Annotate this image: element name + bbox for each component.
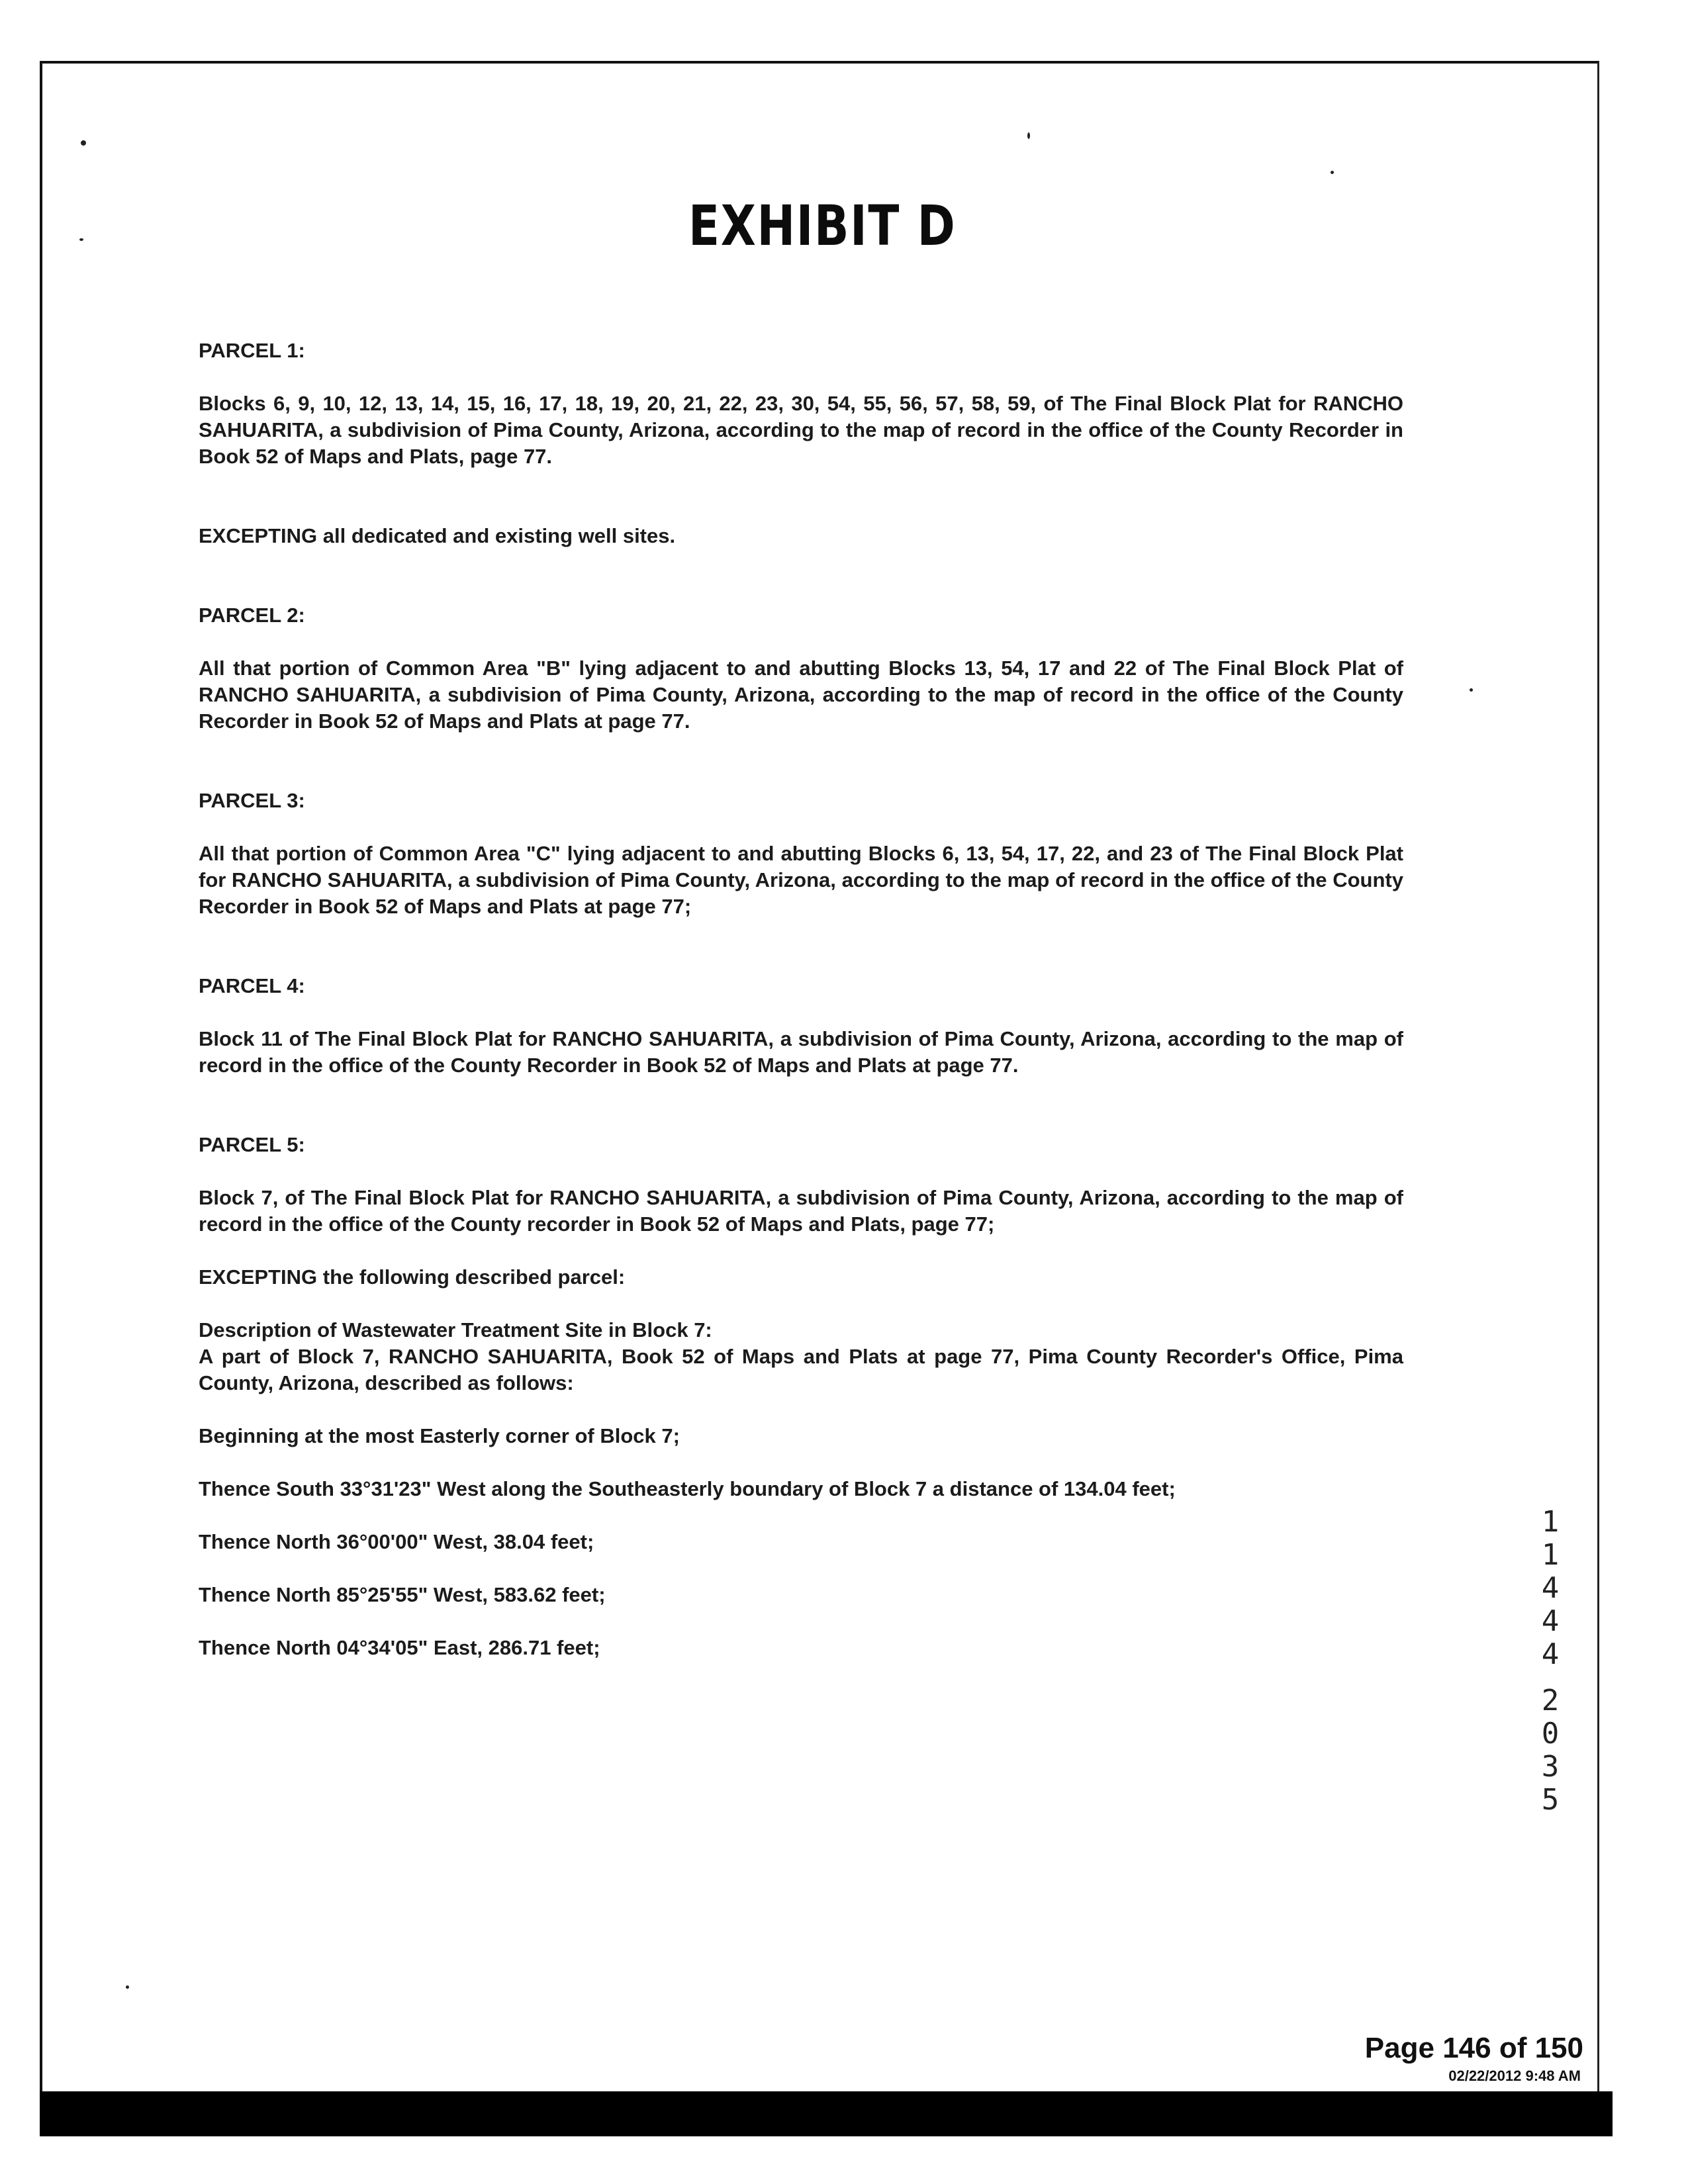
parcel-1-exception: EXCEPTING all dedicated and existing well sites. [199, 524, 676, 547]
scan-speck [126, 1985, 129, 1989]
recording-digit: 4 [1541, 1571, 1560, 1605]
parcel-5-heading: PARCEL 5: [199, 1133, 305, 1156]
parcel-2-heading: PARCEL 2: [199, 604, 305, 627]
parcel-3-description: All that portion of Common Area "C" lying adjacent to and abutting Blocks 6, 13, 54, 17, 22, and 23 of The Final Block Plat for RANCHO SAHUARITA, a subdivision of Pima County, Arizona, according to the map of record in the office of the County Recorder in Book 52 of Maps and Plats at page 77; [199, 842, 1403, 918]
bearing-course: Thence South 33°31'23" West along the Southeasterly boundary of Block 7 a distance of 134.04 feet; [199, 1477, 1176, 1500]
bearing-course: Thence North 36°00'00" West, 38.04 feet; [199, 1530, 594, 1553]
recording-digit: 4 [1541, 1604, 1560, 1638]
wastewater-site-title: Description of Wastewater Treatment Site in Block 7: [199, 1318, 712, 1342]
exhibit-title: EXHIBIT D [688, 193, 957, 258]
bottom-bar [40, 2091, 1613, 2136]
scan-speck [1027, 132, 1030, 139]
wastewater-site-description: A part of Block 7, RANCHO SAHUARITA, Book 52 of Maps and Plats at page 77, Pima County Recorder's Office, Pima County, Arizona, described as follows: [199, 1345, 1403, 1394]
scan-speck [79, 238, 83, 241]
recording-number [1537, 1506, 1564, 1817]
recording-digit: 4 [1541, 1637, 1560, 1671]
beginning-point: Beginning at the most Easterly corner of Block 7; [199, 1424, 680, 1447]
parcel-1-heading: PARCEL 1: [199, 339, 305, 362]
parcel-3-heading: PARCEL 3: [199, 789, 305, 812]
bearing-course: Thence North 04°34'05" East, 286.71 feet; [199, 1636, 600, 1659]
page-number: Page 146 of 150 [1364, 2032, 1583, 2064]
page-timestamp: 02/22/2012 9:48 AM [1448, 2068, 1581, 2084]
recording-digit: 5 [1541, 1783, 1560, 1817]
recording-digit: 1 [1541, 1538, 1560, 1572]
scan-speck [1470, 688, 1473, 692]
parcel-5-exception: EXCEPTING the following described parcel: [199, 1265, 626, 1289]
recording-digit: 2 [1541, 1684, 1560, 1717]
legal-description [199, 338, 1403, 1661]
recording-digit: 0 [1541, 1717, 1560, 1751]
parcel-4-heading: PARCEL 4: [199, 974, 305, 997]
parcel-1-description: Blocks 6, 9, 10, 12, 13, 14, 15, 16, 17, 18, 19, 20, 21, 22, 23, 30, 54, 55, 56, 57, 58, 59, of The Final Block Plat for RANCHO SAHUARITA, a subdivision of Pima County, Arizona, according to the map of record in the office of the County Recorder in Book 52 of Maps and Plats, page 77. [199, 392, 1403, 468]
recording-digit: 1 [1541, 1505, 1560, 1539]
scan-speck [81, 140, 86, 146]
parcel-5-description: Block 7, of The Final Block Plat for RANCHO SAHUARITA, a subdivision of Pima County, Arizona, according to the map of record in the office of the County recorder in Book 52 of Maps and Plats, page 77; [199, 1186, 1403, 1236]
parcel-4-description: Block 11 of The Final Block Plat for RANCHO SAHUARITA, a subdivision of Pima County, Arizona, according to the map of record in the office of the County Recorder in Book 52 of Maps and Plats at page 77. [199, 1027, 1403, 1077]
bearing-course: Thence North 85°25'55" West, 583.62 feet; [199, 1583, 606, 1606]
parcel-2-description: All that portion of Common Area "B" lying adjacent to and abutting Blocks 13, 54, 17 and 22 of The Final Block Plat of RANCHO SAHUARITA, a subdivision of Pima County, Arizona, according to the map of record in the office of the County Recorder in Book 52 of Maps and Plats at page 77. [199, 657, 1403, 733]
recording-digit: 3 [1541, 1750, 1560, 1784]
scan-speck [1331, 171, 1334, 174]
